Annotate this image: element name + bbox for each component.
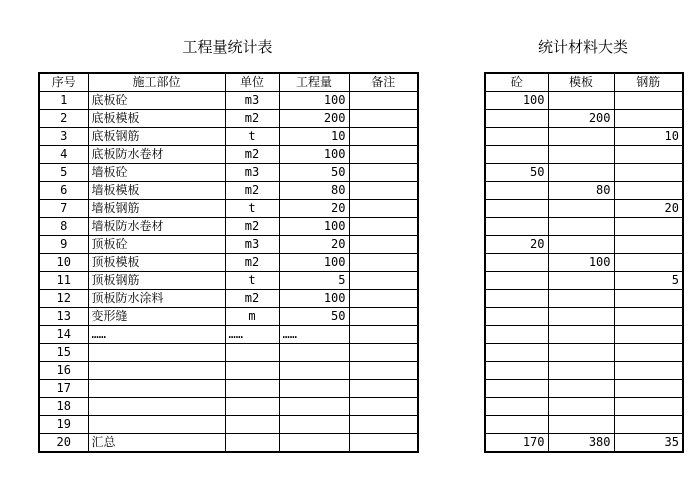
cell-unit: [225, 362, 279, 380]
cell-unit: [225, 434, 279, 453]
cell-formwork: 380: [548, 434, 614, 453]
cell-note: [349, 308, 418, 326]
table-row: [485, 272, 683, 290]
cell-part: 墙板砼: [88, 164, 225, 182]
cell-note: [349, 182, 418, 200]
cell-formwork: [548, 344, 614, 362]
table-row: [39, 434, 418, 453]
cell-qty: 5: [279, 272, 349, 290]
table-row: [39, 416, 418, 434]
cell-rebar: 10: [614, 128, 683, 146]
table-row: [39, 218, 418, 236]
cell-part: [88, 416, 225, 434]
cell-concrete: [485, 362, 548, 380]
table-row: [39, 398, 418, 416]
cell-rebar: [614, 254, 683, 272]
cell-rebar: [614, 380, 683, 398]
cell-concrete: [485, 128, 548, 146]
table-row: [39, 362, 418, 380]
cell-formwork: [548, 128, 614, 146]
table-row: [485, 110, 683, 128]
cell-concrete: [485, 200, 548, 218]
cell-no: 18: [39, 398, 88, 416]
cell-unit: m3: [225, 164, 279, 182]
cell-concrete: 50: [485, 164, 548, 182]
cell-formwork: [548, 272, 614, 290]
table-row: [39, 164, 418, 182]
cell-concrete: [485, 146, 548, 164]
cell-note: [349, 218, 418, 236]
cell-part: 顶板防水涂料: [88, 290, 225, 308]
cell-unit: m2: [225, 182, 279, 200]
cell-unit: m: [225, 308, 279, 326]
cell-no: 6: [39, 182, 88, 200]
cell-qty: [279, 416, 349, 434]
cell-concrete: [485, 290, 548, 308]
cell-part: [88, 380, 225, 398]
cell-note: [349, 236, 418, 254]
column-header: 备注: [349, 73, 418, 92]
table-row: [485, 200, 683, 218]
cell-unit: t: [225, 200, 279, 218]
cell-qty: 100: [279, 146, 349, 164]
cell-no: 3: [39, 128, 88, 146]
table-row: [485, 308, 683, 326]
cell-part: ……: [88, 326, 225, 344]
table-row: [485, 218, 683, 236]
cell-rebar: [614, 146, 683, 164]
quantity-table: [38, 72, 419, 453]
table-row: [485, 164, 683, 182]
cell-concrete: [485, 344, 548, 362]
cell-unit: m3: [225, 92, 279, 110]
table-row: [39, 92, 418, 110]
material-table: [484, 72, 684, 453]
table-row: [485, 344, 683, 362]
cell-rebar: [614, 362, 683, 380]
cell-qty: ……: [279, 326, 349, 344]
cell-formwork: [548, 362, 614, 380]
cell-no: 10: [39, 254, 88, 272]
cell-formwork: [548, 290, 614, 308]
table-row: [485, 128, 683, 146]
cell-part: 汇总: [88, 434, 225, 453]
table-row: [39, 182, 418, 200]
table-row: [485, 398, 683, 416]
cell-no: 11: [39, 272, 88, 290]
cell-formwork: [548, 236, 614, 254]
table-row: [39, 236, 418, 254]
cell-no: 15: [39, 344, 88, 362]
material-table-title: 统计材料大类: [537, 38, 628, 56]
cell-qty: [279, 344, 349, 362]
cell-part: 底板防水卷材: [88, 146, 225, 164]
column-header: 单位: [225, 73, 279, 92]
table-row: [39, 272, 418, 290]
cell-no: 17: [39, 380, 88, 398]
table-row: [485, 290, 683, 308]
cell-qty: 80: [279, 182, 349, 200]
cell-part: 墙板防水卷材: [88, 218, 225, 236]
cell-rebar: [614, 110, 683, 128]
cell-rebar: [614, 164, 683, 182]
cell-qty: [279, 362, 349, 380]
cell-note: [349, 434, 418, 453]
cell-no: 5: [39, 164, 88, 182]
cell-part: 顶板钢筋: [88, 272, 225, 290]
table-row: [39, 290, 418, 308]
cell-note: [349, 362, 418, 380]
quantity-table-title: 工程量统计表: [182, 38, 273, 56]
cell-part: 底板砼: [88, 92, 225, 110]
cell-part: 墙板模板: [88, 182, 225, 200]
cell-unit: m2: [225, 290, 279, 308]
cell-unit: t: [225, 128, 279, 146]
cell-formwork: 80: [548, 182, 614, 200]
cell-qty: 100: [279, 290, 349, 308]
cell-rebar: [614, 308, 683, 326]
cell-rebar: 20: [614, 200, 683, 218]
table-row: [485, 362, 683, 380]
cell-qty: 100: [279, 254, 349, 272]
cell-unit: m2: [225, 254, 279, 272]
cell-rebar: [614, 236, 683, 254]
cell-concrete: [485, 254, 548, 272]
material-table-header-row: [485, 73, 683, 92]
cell-qty: 10: [279, 128, 349, 146]
cell-formwork: [548, 380, 614, 398]
material-table-body: [485, 92, 683, 453]
cell-note: [349, 326, 418, 344]
cell-concrete: 170: [485, 434, 548, 453]
cell-no: 7: [39, 200, 88, 218]
cell-qty: [279, 434, 349, 453]
table-row: [485, 380, 683, 398]
cell-no: 9: [39, 236, 88, 254]
table-row: [485, 182, 683, 200]
cell-rebar: [614, 398, 683, 416]
cell-concrete: [485, 218, 548, 236]
cell-concrete: 100: [485, 92, 548, 110]
cell-no: 4: [39, 146, 88, 164]
cell-concrete: [485, 416, 548, 434]
column-header: 施工部位: [88, 73, 225, 92]
cell-unit: [225, 398, 279, 416]
cell-rebar: 5: [614, 272, 683, 290]
cell-formwork: 200: [548, 110, 614, 128]
cell-formwork: [548, 416, 614, 434]
column-header: 砼: [485, 73, 548, 92]
cell-unit: [225, 344, 279, 362]
cell-part: 顶板模板: [88, 254, 225, 272]
table-row: [39, 326, 418, 344]
table-row: [485, 434, 683, 453]
cell-unit: m2: [225, 110, 279, 128]
cell-formwork: [548, 398, 614, 416]
quantity-table-header-row: [39, 73, 418, 92]
quantity-table-body: [39, 92, 418, 453]
cell-unit: m3: [225, 236, 279, 254]
cell-no: 16: [39, 362, 88, 380]
cell-qty: 50: [279, 164, 349, 182]
cell-part: [88, 398, 225, 416]
cell-part: 底板模板: [88, 110, 225, 128]
cell-part: 墙板钢筋: [88, 200, 225, 218]
cell-qty: 100: [279, 218, 349, 236]
table-row: [39, 128, 418, 146]
column-header: 工程量: [279, 73, 349, 92]
cell-unit: m2: [225, 218, 279, 236]
cell-qty: [279, 398, 349, 416]
cell-concrete: [485, 398, 548, 416]
cell-note: [349, 398, 418, 416]
cell-note: [349, 164, 418, 182]
cell-part: 顶板砼: [88, 236, 225, 254]
cell-formwork: [548, 146, 614, 164]
cell-qty: 100: [279, 92, 349, 110]
cell-no: 8: [39, 218, 88, 236]
cell-part: [88, 344, 225, 362]
table-row: [485, 416, 683, 434]
cell-note: [349, 290, 418, 308]
cell-concrete: 20: [485, 236, 548, 254]
cell-no: 1: [39, 92, 88, 110]
cell-unit: t: [225, 272, 279, 290]
cell-note: [349, 128, 418, 146]
table-row: [485, 92, 683, 110]
cell-rebar: 35: [614, 434, 683, 453]
cell-unit: [225, 380, 279, 398]
cell-qty: 20: [279, 236, 349, 254]
cell-qty: 200: [279, 110, 349, 128]
cell-concrete: [485, 308, 548, 326]
cell-rebar: [614, 344, 683, 362]
table-row: [485, 146, 683, 164]
cell-no: 19: [39, 416, 88, 434]
cell-no: 2: [39, 110, 88, 128]
cell-note: [349, 254, 418, 272]
cell-concrete: [485, 326, 548, 344]
cell-concrete: [485, 110, 548, 128]
cell-rebar: [614, 326, 683, 344]
table-row: [485, 254, 683, 272]
table-row: [39, 146, 418, 164]
cell-formwork: [548, 92, 614, 110]
table-row: [39, 344, 418, 362]
table-row: [39, 110, 418, 128]
cell-note: [349, 344, 418, 362]
cell-formwork: 100: [548, 254, 614, 272]
cell-formwork: [548, 308, 614, 326]
table-row: [485, 326, 683, 344]
table-row: [39, 308, 418, 326]
table-row: [39, 200, 418, 218]
cell-formwork: [548, 164, 614, 182]
cell-note: [349, 200, 418, 218]
cell-note: [349, 146, 418, 164]
table-row: [39, 254, 418, 272]
cell-note: [349, 380, 418, 398]
column-header: 序号: [39, 73, 88, 92]
cell-rebar: [614, 92, 683, 110]
cell-no: 13: [39, 308, 88, 326]
cell-note: [349, 92, 418, 110]
cell-qty: [279, 380, 349, 398]
cell-rebar: [614, 416, 683, 434]
cell-unit: ……: [225, 326, 279, 344]
cell-part: 底板钢筋: [88, 128, 225, 146]
cell-rebar: [614, 290, 683, 308]
column-header: 模板: [548, 73, 614, 92]
cell-formwork: [548, 326, 614, 344]
cell-concrete: [485, 380, 548, 398]
cell-rebar: [614, 182, 683, 200]
table-row: [39, 380, 418, 398]
cell-part: 变形缝: [88, 308, 225, 326]
column-header: 钢筋: [614, 73, 683, 92]
cell-note: [349, 272, 418, 290]
cell-no: 12: [39, 290, 88, 308]
cell-part: [88, 362, 225, 380]
cell-qty: 20: [279, 200, 349, 218]
cell-note: [349, 110, 418, 128]
cell-unit: m2: [225, 146, 279, 164]
cell-no: 14: [39, 326, 88, 344]
cell-no: 20: [39, 434, 88, 453]
cell-qty: 50: [279, 308, 349, 326]
cell-concrete: [485, 182, 548, 200]
cell-concrete: [485, 272, 548, 290]
table-row: [485, 236, 683, 254]
cell-formwork: [548, 200, 614, 218]
cell-formwork: [548, 218, 614, 236]
cell-note: [349, 416, 418, 434]
cell-unit: [225, 416, 279, 434]
cell-rebar: [614, 218, 683, 236]
